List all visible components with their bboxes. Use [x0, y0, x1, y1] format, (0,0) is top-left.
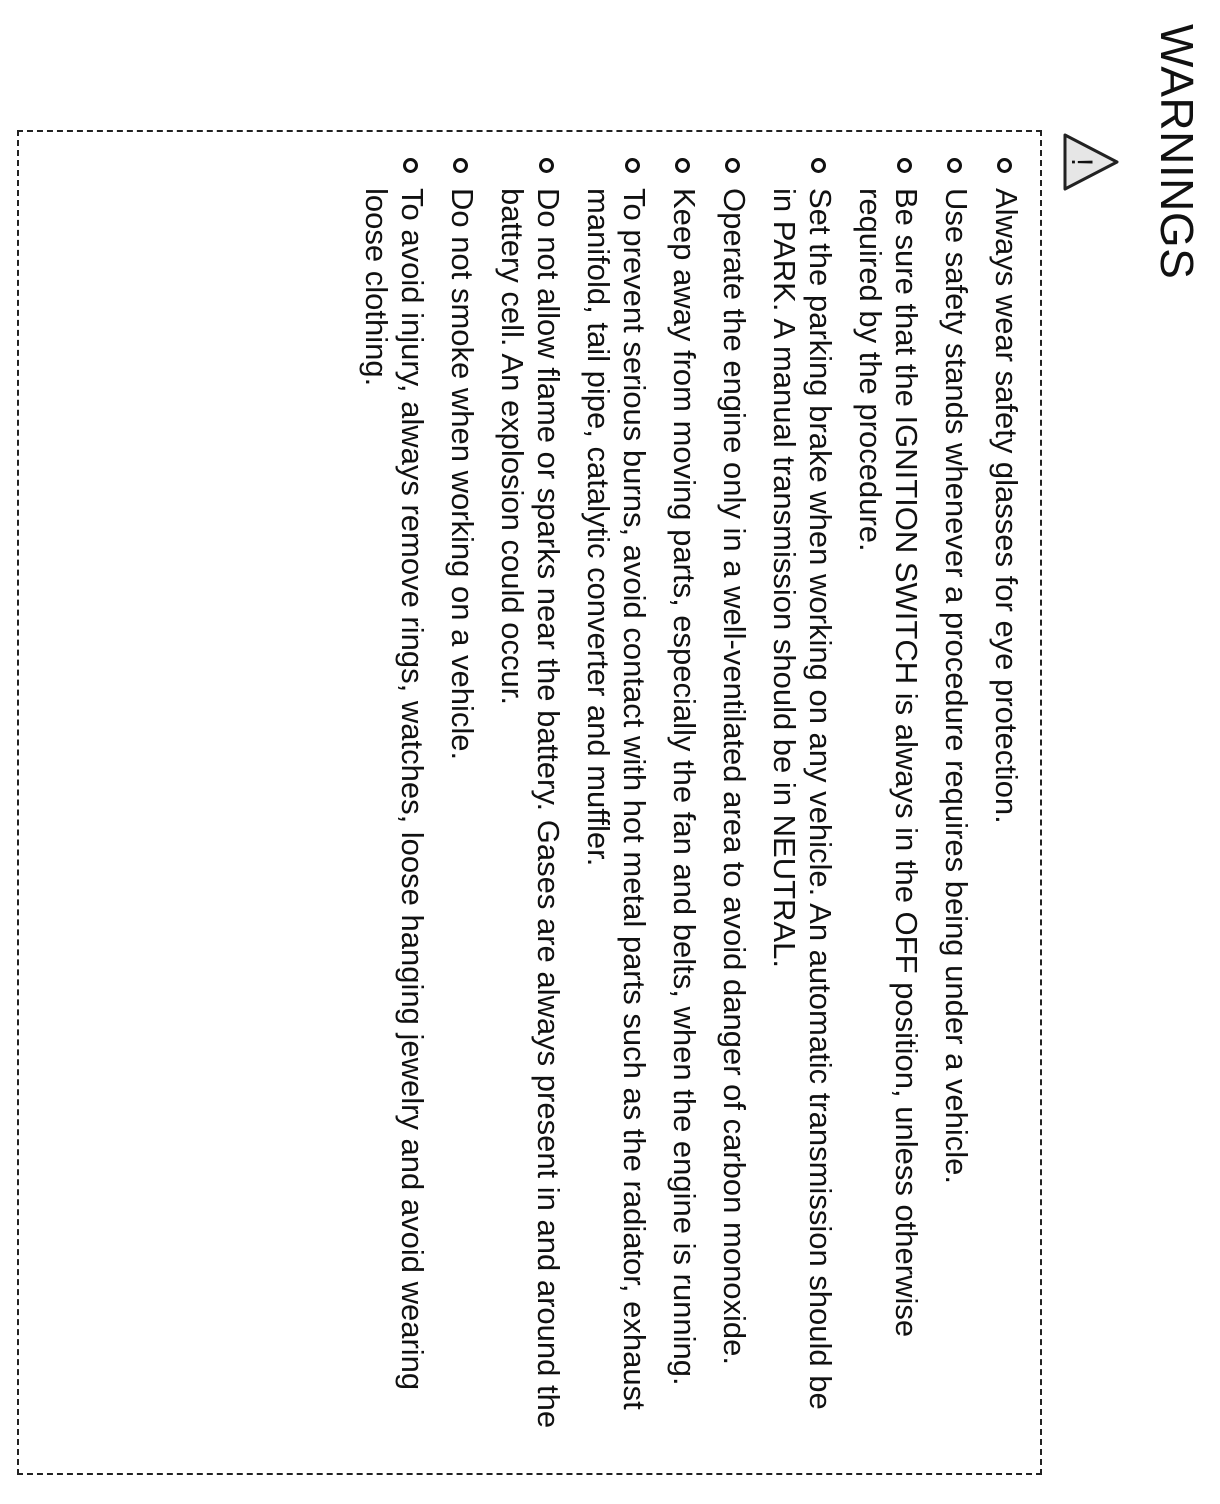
bullet-icon: [675, 158, 690, 173]
warning-text: Be sure that the IGNITION SWITCH is always in the OFF position, unless otherwise required by the procedure.: [853, 188, 924, 1338]
warning-text: Keep away from moving parts, especially the fan and belts, when the engine is running.: [667, 188, 702, 1386]
warning-text: Do not allow flame or sparks near the battery. Gases are always present in and around the battery cell. An explosion could occur.: [495, 188, 566, 1429]
bullet-icon: [453, 158, 468, 173]
bullet-icon: [811, 158, 826, 173]
page-title: WARNINGS: [1151, 24, 1203, 280]
warning-item: [716, 158, 752, 1438]
bullet-icon: [725, 158, 740, 173]
warning-triangle-icon: [1062, 132, 1120, 192]
bullet-icon: [897, 158, 912, 173]
warning-item: [666, 158, 702, 1438]
warning-glyph: !: [1065, 157, 1098, 167]
warning-text: Use safety stands whenever a procedure requires being under a vehicle.: [939, 188, 974, 1185]
bullet-icon: [403, 158, 418, 173]
bullet-icon: [997, 158, 1012, 173]
warning-item: [580, 158, 652, 1438]
bullet-icon: [947, 158, 962, 173]
warning-item: [444, 158, 480, 1438]
warning-item: [494, 158, 566, 1438]
warning-item: [852, 158, 924, 1438]
warning-text: Do not smoke when working on a vehicle.: [445, 188, 480, 761]
warning-item: [766, 158, 838, 1438]
bullet-icon: [539, 158, 554, 173]
warning-item: [938, 158, 974, 1438]
warning-text: To avoid injury, always remove rings, watches, loose hanging jewelry and avoid wearing loose clothing.: [359, 188, 430, 1391]
warning-text: Operate the engine only in a well-ventilated area to avoid danger of carbon monoxide.: [717, 188, 752, 1366]
warning-item: [988, 158, 1024, 1438]
warning-text: To prevent serious burns, avoid contact with hot metal parts such as the radiator, exhaust manifold, tail pipe, catalytic converter and muffler.: [581, 188, 652, 1410]
warning-text: Set the parking brake when working on any vehicle. An automatic transmission should be in PARK. A manual transmission should be in NEUTRAL.: [767, 188, 838, 1410]
warning-item: [358, 158, 430, 1438]
warning-text: Always wear safety glasses for eye protection.: [989, 188, 1024, 824]
bullet-icon: [625, 158, 640, 173]
warnings-list: [344, 158, 1024, 1438]
